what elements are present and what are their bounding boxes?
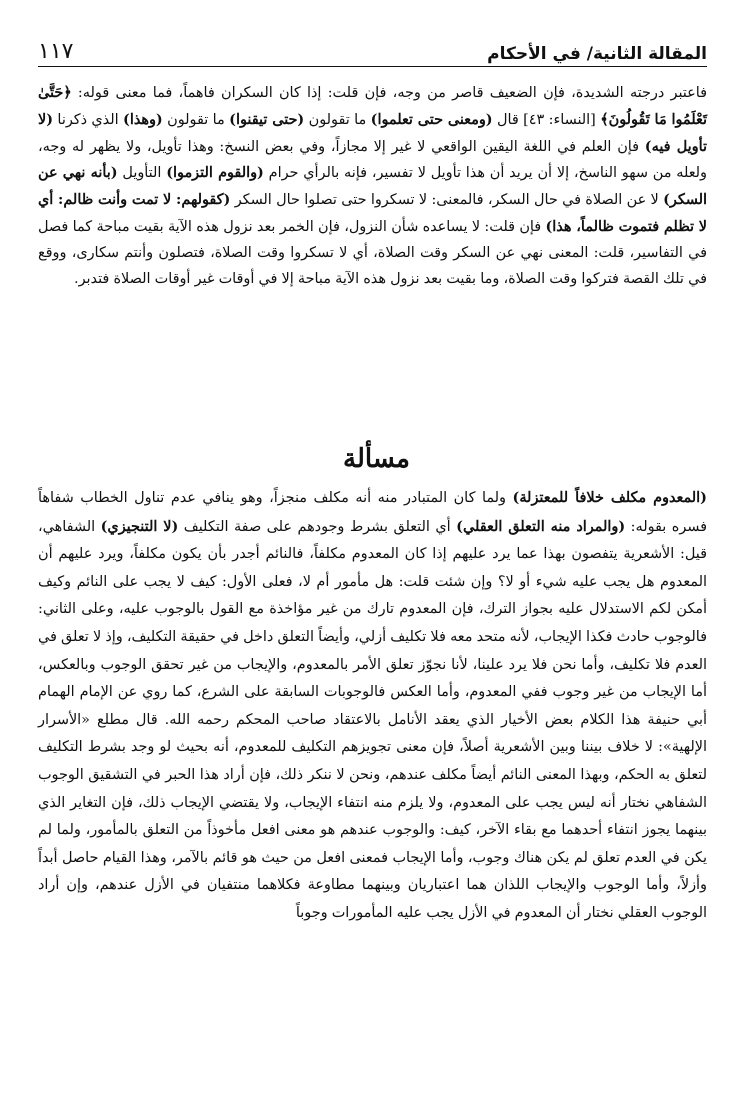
verse-reference: [النساء: ٤٣] قال [492, 111, 601, 128]
page-number: ١١٧ [38, 39, 74, 64]
quran-quote: ﴿حَتَّىٰ تَعْلَمُوا مَا تَقُولُونَ﴾ [38, 84, 707, 128]
matn-phrase: (المعدوم مكلف خلافاً للمعتزلة) [512, 489, 707, 506]
matn-phrase: (كقولهم: لا تمت وأنت ظالم: أي لا تظلم فتموت ظالماً، هذا) [38, 191, 707, 235]
text-run: فإن العلم في اللغة اليقين الواقعي لا غير إلا مجازاً، وفي بعض النسخ: وهذا تأويل، ولا يظهر له وجه، ولعله من سهو الناسخ، إلا أن يريد أن هذا تأويل لا تفسير، فإنه بالرأي حرام [38, 138, 707, 182]
paragraph-1 [38, 80, 707, 292]
text-run: أي التعلق بشرط وجودهم على صفة التكليف [178, 518, 457, 535]
text-run: فاعتبر درجته الشديدة، فإن الضعيف قاصر من وجه، فإن قلت: إذا كان السكران فاهماً، فما معنى قوله: [71, 85, 707, 101]
text-run: الشفاهي، قيل: الأشعرية يتفصون بهذا عما يرد عليهم إذا كان المعدوم مكلفاً، فالنائم أجدر بأن يكون مكلفاً، ويرد عليهم أن المعدوم هل يجب عليه شيء أو لا؟ وإن شئت قلت: هل مأمور أم لا، فعلى الأول: كيف لا يجب على النائم وكيف أمكن لكم الاستدلال عليه بجواز الترك، فإن المعدوم تارك من غير مؤاخذة مع القول بالوجوب عليه، وعلى الثاني: فالوجوب حادث فكذا الإيجاب، لأنه متحد معه فلا تكليف أزلي، وأيضاً التعلق داخل في حقيقة التكليف، وإذ لا تعلق في العدم فلا تكليف، وأما نحن فلا يرد علينا، لأنا نجوّز تعلق الأمر بالمعدوم، والإيجاب من غير تحقق الوجوب وبالعكس، أما الإيجاب من غير وجوب ففي المعدوم، وأما العكس فالوجوبات السابقة على الشرع، كما روي عن الإمام الهمام أبي حنيفة هذا الكلام بعض الأخيار الذي يعقد الأنامل بالاعتقاد صاحب المحكم رحمه الله. قال مطلع «الأسرار الإلهية»: لا خلاف بيننا وبين الأشعرية أصلاً، فإن معنى تجويزهم التكليف للمعدوم، أنه بحيث لو وجد بشرط التكليف لتعلق به الحكم، وبهذا المعنى النائم أيضاً مكلف عندهم، ونحن لا ننكر ذلك، فإن أراد هذا الحبر في التشقيق الوجوب الشفاهي نختار أنه ليس يجب على المعدوم، ولا يلزم منه انتفاء الإيجاب، ولا يقتضي الإيجاب ذلك، فإن التغاير الذي بينهما يجوز انتفاء أحدهما مع بقاء الآخر، كيف: والوجوب عندهم هو معنى افعل مأخوذاً من التعلق بالمأمور، ولما لم يكن في العدم تعلق لم يكن هناك وجوب، وأما الإيجاب فمعنى افعل من حيث هو قائم بالآمر، وهذا القيام حاصل أبداً وأزلاً، وأما الوجوب والإيجاب اللذان هما اعتباريان وبينهما مطاوعة فكلاهما منتفيان في الأزل عندهم، وإن أراد الوجوب العقلي نختار أن المعدوم في الأزل يجب عليه المأمورات وجوباً [38, 518, 707, 921]
matn-phrase: (والمراد منه التعلق العقلي) [456, 517, 626, 535]
text-run: فإن قلت: لا يساعده شأن النزول، فإن الخمر بعد نزول هذه الآية بقيت مباحة كما فصل في التفاسير، قلت: المعنى نهي عن السكر وقت الصلاة، أي لا تسكروا وقت الصلاة، فتصلون وأنتم سكارى، ووقع في تلك القصة فتركوا وقت الصلاة، وما بقيت بعد نزول هذه الآية مباحة إلا في أوقات غير أوقات الصلاة فتدبر. [38, 218, 707, 287]
text-run: التأويل [117, 165, 167, 182]
text-run: ما تقولون [304, 111, 371, 128]
matn-phrase: (بأنه نهي عن السكر) [38, 164, 708, 209]
matn-phrase: (وهذا) [123, 110, 163, 128]
page-header [38, 30, 707, 64]
text-run: لا عن الصلاة في حال السكر، فالمعنى: لا تسكروا حتى تصلوا حال السكر [230, 192, 664, 209]
text-run: ولما كان المتبادر منه أنه مكلف منجزاً، وهو ينافي عدم تناول الخطاب شفاهاً فسره بقوله: [38, 490, 707, 535]
paragraph-2 [38, 484, 707, 928]
matn-phrase: (لا تأويل فيه) [38, 110, 707, 155]
text-run: ما تقولون [162, 111, 230, 128]
running-title: المقالة الثانية/ في الأحكام [487, 44, 707, 64]
section-heading: مسألة [343, 444, 410, 474]
matn-phrase: (حتى تيقنوا) [229, 110, 305, 128]
matn-phrase: (والقوم التزموا) [166, 164, 264, 182]
header-rule [38, 66, 707, 67]
matn-phrase: (لا التنجيزي) [100, 517, 179, 535]
matn-phrase: (ومعنى حتى تعلموا) [370, 110, 493, 128]
text-run: الذي ذكرنا [53, 111, 124, 128]
